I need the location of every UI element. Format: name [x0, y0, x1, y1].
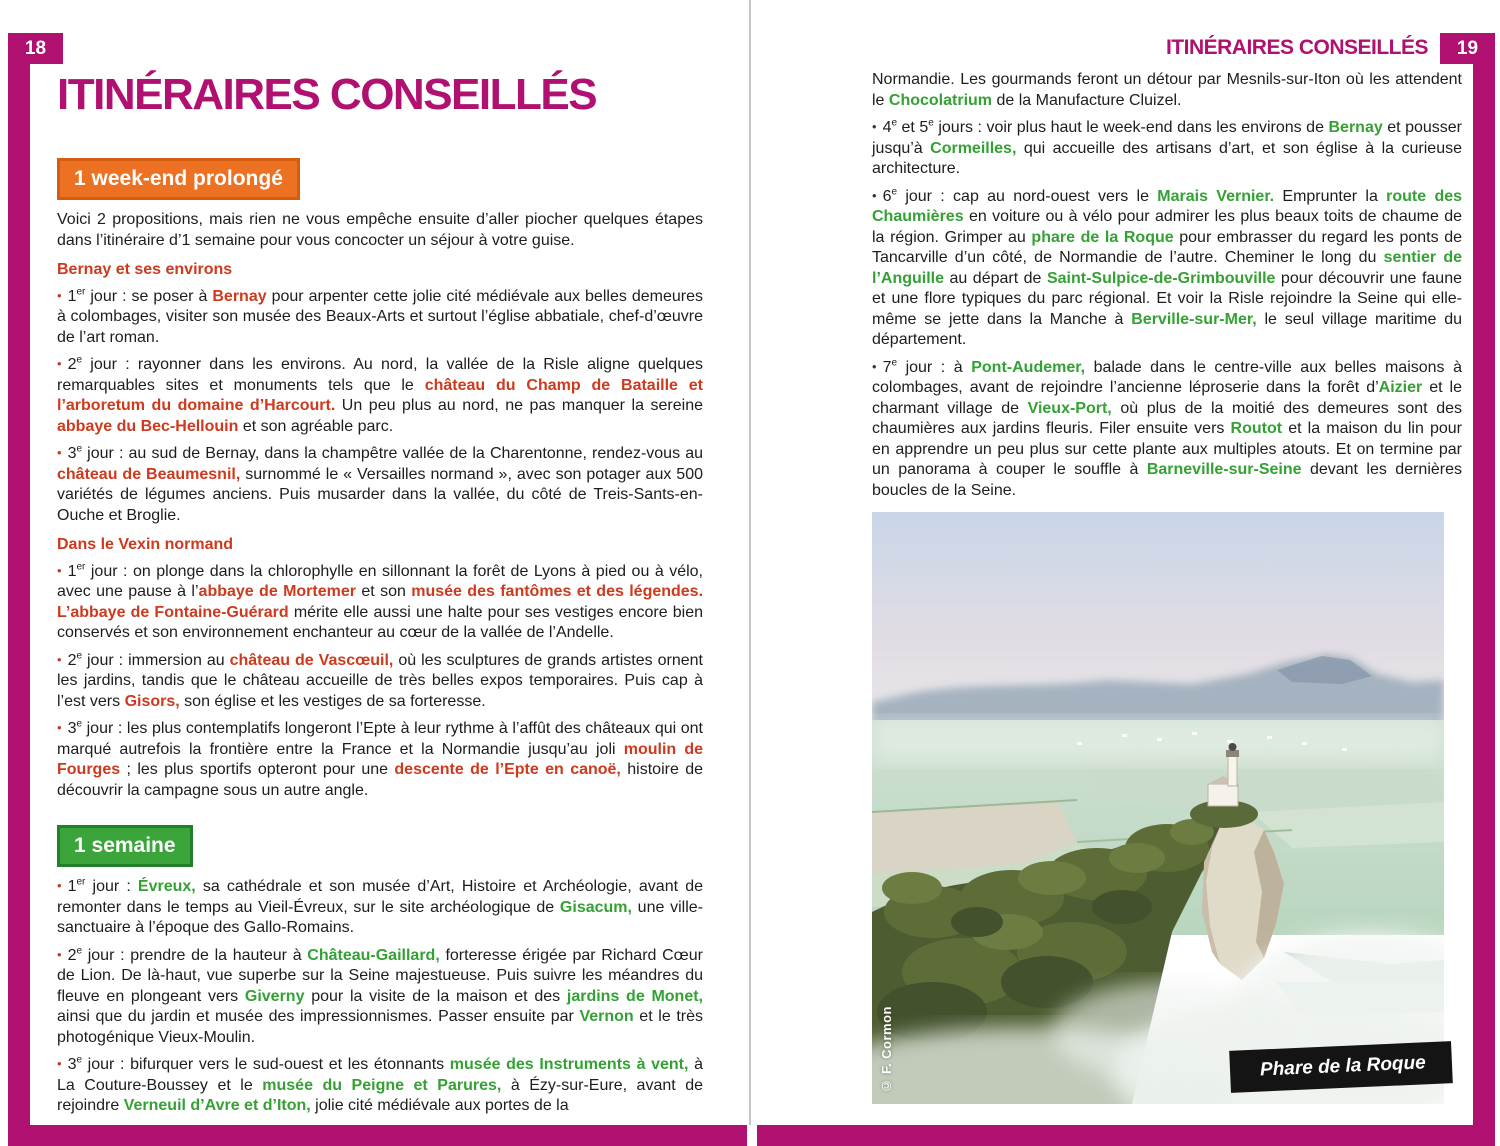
- highlighted-place-name: sentier de l’Anguille: [872, 249, 1462, 287]
- text-segment: pour embrasser du regard les ponts de Tancarville d’un côté, de Normandie de l’autre. Cheminer le long du: [872, 228, 1462, 266]
- ordinal-superscript: e: [76, 945, 83, 957]
- highlighted-place-name: musée des Instruments à vent,: [449, 1056, 689, 1073]
- ordinal-superscript: e: [76, 1054, 83, 1066]
- text-segment: jour : au sud de Bernay, dans la champêtre vallée de la Charentonne, rendez-vous au: [82, 445, 703, 462]
- text-segment: 6: [882, 187, 892, 205]
- page-title: ITINÉRAIRES CONSEILLÉS: [57, 70, 597, 119]
- highlighted-place-name: musée des fantômes et des légendes. L’abbaye de Fontaine-Guérard: [57, 583, 704, 621]
- itinerary-day-paragraph: [872, 358, 1462, 502]
- highlighted-place-name: jardins de Monet,: [566, 987, 703, 1005]
- right-margin-bar: [1473, 33, 1495, 1146]
- text-segment: forteresse érigée par Richard Cœur de Lion. De là-haut, vue superbe sur la Seine majestueuse. Puis suivre les méandres du fleuve en plongeant vers: [57, 946, 703, 1005]
- text-segment: devant les dernières boucles de la Seine.: [872, 461, 1463, 499]
- bullet-icon: •: [57, 946, 62, 962]
- semaine-badge: 1 semaine: [57, 825, 193, 867]
- bottom-strip-right: [757, 1125, 1495, 1146]
- ordinal-superscript: e: [891, 357, 898, 369]
- photo-credit: © F. Cormon: [879, 1006, 894, 1094]
- semaine-badge-row: [57, 825, 703, 867]
- itinerary-day-paragraph: [872, 118, 1462, 180]
- text-segment: ainsi que du jardin et musée des impressionnismes. Passer ensuite par: [57, 1008, 580, 1025]
- highlighted-place-name: Chocolatrium: [888, 91, 993, 109]
- text-segment: son église et les vestiges de sa forteresse.: [179, 692, 486, 710]
- text-segment: 1: [67, 287, 77, 305]
- itinerary-day-paragraph: [57, 444, 703, 526]
- photo-phare-de-la-roque: [872, 512, 1444, 1104]
- text-segment: 1: [67, 878, 77, 895]
- text-segment: et pousser jusqu’à: [872, 119, 1462, 157]
- highlighted-place-name: phare de la Roque: [1031, 228, 1174, 246]
- itinerary-day-paragraph: [57, 719, 703, 801]
- text-segment: et le très photogénique Vieux-Moulin.: [57, 1008, 703, 1046]
- text-segment: et la maison du lin pour en apprendre un peu plus sur cette plante aux multiples atouts. Et on termine par un panorama à couper le souffle à: [872, 420, 1463, 478]
- itinerary-day-paragraph: [57, 562, 703, 644]
- text-segment: jour : bifurquer vers le sud-ouest et les étonnants: [82, 1056, 450, 1073]
- weekend-badge: 1 week-end prolongé: [57, 158, 300, 200]
- ordinal-superscript: e: [928, 117, 934, 129]
- text-segment: Normandie. Les gourmands feront un détour par Mesnils-sur-Iton où les attendent le: [872, 71, 1462, 109]
- bullet-icon: •: [57, 720, 62, 735]
- text-segment: jours : voir plus haut le week-end dans les environs de: [933, 119, 1329, 136]
- text-segment: qui accueille des artisans d’art, et son église à la curieuse architecture.: [872, 139, 1462, 177]
- text-segment: jour : à: [897, 358, 972, 376]
- bullet-icon: •: [57, 445, 62, 460]
- highlighted-place-name: Marais Vernier.: [1157, 187, 1275, 205]
- itinerary-day-paragraph: [57, 651, 703, 713]
- page-number-right: 19: [1440, 33, 1495, 64]
- subsection-heading: Bernay et ses environs: [57, 261, 233, 278]
- text-segment: de la Manufacture Cluizel.: [992, 91, 1182, 109]
- landscape-illustration: [872, 512, 1444, 1104]
- text-segment: jour :: [85, 878, 138, 895]
- text-segment: balade dans le centre-ville aux belles maisons à colombages, avant de rejoindre l’ancienne léproserie dans la forêt d’: [872, 358, 1462, 396]
- highlighted-place-name: Verneuil d’Avre et d’Iton,: [123, 1097, 311, 1114]
- text-segment: jour : cap au nord-ouest vers le: [897, 187, 1158, 205]
- highlighted-place-name: musée du Peigne et Parures,: [262, 1076, 502, 1094]
- highlighted-place-name: moulin de Fourges: [57, 740, 703, 778]
- text-segment: et son: [356, 583, 412, 600]
- highlighted-place-name: Berville-sur-Mer,: [1131, 310, 1257, 328]
- text-segment: 2: [67, 946, 77, 964]
- ordinal-superscript: e: [76, 650, 83, 662]
- highlighted-place-name: Bernay: [1328, 119, 1383, 136]
- bullet-icon: •: [57, 878, 62, 893]
- text-segment: jolie cité médiévale aux portes de la: [310, 1097, 569, 1114]
- ordinal-superscript: e: [891, 117, 898, 129]
- ordinal-superscript: e: [76, 354, 83, 366]
- weekend-badge-row: [57, 158, 703, 200]
- highlighted-place-name: Gisacum,: [559, 898, 632, 916]
- text-segment: au départ de: [944, 269, 1047, 287]
- text-segment: mérite elle aussi une halte pour ses vestiges encore bien conservés et son environnement enchanteur au cœur de la vallée de l’Andelle.: [57, 603, 703, 641]
- highlighted-place-name: abbaye de Mortemer: [198, 583, 356, 600]
- text-segment: 3: [67, 445, 77, 462]
- highlighted-place-name: Routot: [1230, 420, 1283, 437]
- semaine-section: [57, 877, 703, 1117]
- text-segment: à La Couture-Boussey et le: [57, 1056, 704, 1094]
- text-segment: jour : se poser à: [85, 287, 213, 305]
- text-segment: 3: [67, 1056, 77, 1073]
- bottom-strip-left: [8, 1125, 747, 1146]
- bullet-icon: •: [57, 651, 62, 667]
- lead-paragraph: [872, 70, 1462, 111]
- text-segment: où plus de la moitié des demeures sont des chaumières aux jardins fleuris. Filer ensuite vers: [872, 399, 1462, 437]
- highlighted-place-name: Aizier: [1378, 379, 1423, 396]
- highlighted-place-name: Vernon: [579, 1008, 634, 1025]
- text-segment: 2: [67, 651, 77, 669]
- left-margin-bar: [8, 33, 30, 1146]
- ordinal-superscript: er: [76, 876, 86, 888]
- text-segment: jour : rayonner dans les environs. Au nord, la vallée de la Risle aligne quelques remarquables sites et monuments tels que le: [57, 356, 703, 394]
- photo-caption: Phare de la Roque: [1229, 1041, 1452, 1093]
- text-segment: histoire de découvrir la campagne sous un autre angle.: [57, 761, 704, 799]
- text-segment: jour : on plonge dans la chlorophylle en sillonnant la forêt de Lyons à pied ou à vélo, avec une pause à l’: [57, 562, 703, 600]
- highlighted-place-name: Giverny: [244, 987, 305, 1005]
- ordinal-superscript: e: [76, 718, 83, 730]
- text-segment: jour : immersion au: [82, 651, 230, 669]
- itinerary-day-paragraph: [57, 877, 703, 939]
- highlighted-place-name: Vieux-Port,: [1027, 399, 1112, 417]
- text-segment: pour arpenter cette jolie cité médiévale aux belles demeures à colombages, visiter son musée des Beaux-Arts et surtout l’église abbatiale, chef-d’œuvre de l’art roman.: [57, 287, 703, 346]
- text-segment: et le charmant village de: [872, 379, 1463, 417]
- highlighted-place-name: abbaye du Bec-Hellouin: [57, 417, 239, 435]
- bullet-icon: •: [57, 287, 62, 303]
- highlighted-place-name: château de Vascœuil,: [229, 651, 394, 669]
- ordinal-superscript: e: [76, 443, 83, 455]
- running-header: ITINÉRAIRES CONSEILLÉS: [1165, 36, 1428, 59]
- text-segment: ; les plus sportifs opteront pour une: [120, 761, 395, 778]
- right-items: [872, 118, 1462, 501]
- bullet-icon: •: [872, 119, 877, 134]
- highlighted-place-name: château du Champ de Bataille et l’arboretum du domaine d’Harcourt.: [57, 376, 704, 414]
- highlighted-place-name: château de Beaumesnil,: [57, 465, 241, 483]
- text-segment: jour : prendre de la hauteur à: [82, 946, 308, 964]
- text-segment: et 5: [897, 119, 929, 136]
- ordinal-superscript: er: [76, 286, 86, 298]
- itinerary-day-paragraph: [57, 287, 703, 349]
- weekend-section: [57, 260, 703, 801]
- bullet-icon: •: [57, 562, 62, 578]
- text-segment: pour découvrir une faune et une flore typiques du parc régional. Et voir la Risle rejoindre la Seine qui elle-même se jette dans la Manche à: [872, 269, 1462, 328]
- text-segment: en voiture ou à vélo pour admirer les plus beaux toits de chaume de la région. Grimper au: [872, 208, 1462, 246]
- bullet-icon: •: [872, 187, 877, 203]
- text-segment: Un peu plus au nord, ne pas manquer la sereine: [335, 397, 704, 414]
- text-segment: 1: [67, 562, 77, 580]
- text-segment: surnommé le « Versailles normand », avec son potager aux 500 variétés de légumes anciens. Puis musarder dans la vallée, du côté de Treis-Sants-en-Ouche et Broglie.: [57, 465, 703, 524]
- highlighted-place-name: Saint-Sulpice-de-Grimbouville: [1046, 269, 1276, 287]
- text-segment: Emprunter la: [1274, 187, 1387, 205]
- page-gutter-divider: [749, 0, 751, 1125]
- itinerary-day-paragraph: [57, 355, 703, 437]
- text-segment: 2: [67, 356, 77, 373]
- subsection-heading: Dans le Vexin normand: [57, 536, 234, 553]
- highlighted-place-name: Cormeilles,: [930, 139, 1017, 157]
- highlighted-place-name: route des Chaumières: [872, 187, 1463, 225]
- right-page-column: [872, 70, 1462, 508]
- page-number-left: 18: [8, 33, 63, 64]
- highlighted-place-name: descente de l’Epte en canoë,: [394, 761, 621, 778]
- ordinal-superscript: er: [76, 561, 86, 573]
- text-segment: et son agréable parc.: [238, 417, 394, 435]
- text-segment: où les sculptures de grands artistes ornent les jardins, tandis que le château accueille de très belles expos temporaires. Puis cap à l’est vers: [57, 651, 703, 710]
- left-page-column: [57, 70, 703, 1124]
- bullet-icon: •: [57, 1056, 62, 1071]
- weekend-intro: Voici 2 propositions, mais rien ne vous empêche ensuite d’aller piocher quelques étapes dans l’itinéraire d’1 semaine pour vous concocter un séjour à votre guise.: [57, 211, 703, 249]
- highlighted-place-name: Bernay: [212, 287, 267, 305]
- itinerary-day-paragraph: [872, 187, 1462, 351]
- text-segment: 7: [882, 358, 892, 376]
- highlighted-place-name: Gisors,: [124, 692, 180, 710]
- itinerary-day-paragraph: [57, 1055, 703, 1117]
- text-segment: une ville-sanctuaire à l’époque des Gallo-Romains.: [57, 898, 703, 936]
- text-segment: jour : les plus contemplatifs longeront l’Epte à leur rythme à l’affût des châteaux qui ont marqué autrefois la frontière entre la France et la Normandie jusqu’au joli: [57, 720, 703, 758]
- text-segment: le seul village maritime du département.: [872, 310, 1462, 348]
- text-segment: 4: [882, 119, 892, 136]
- bullet-icon: •: [872, 358, 877, 374]
- text-segment: pour la visite de la maison et des: [304, 987, 567, 1005]
- ordinal-superscript: e: [891, 186, 898, 198]
- itinerary-day-paragraph: [57, 946, 703, 1049]
- text-segment: à Ézy-sur-Eure, avant de rejoindre: [57, 1076, 704, 1114]
- highlighted-place-name: Évreux,: [137, 878, 196, 895]
- highlighted-place-name: Château-Gaillard,: [307, 946, 440, 964]
- bullet-icon: •: [57, 356, 62, 371]
- text-segment: sa cathédrale et son musée d’Art, Histoire et Archéologie, avant de remonter dans le temps au Vieil-Évreux, sur le site archéologique de: [57, 878, 703, 916]
- highlighted-place-name: Barneville-sur-Seine: [1146, 461, 1302, 478]
- highlighted-place-name: Pont-Audemer,: [971, 358, 1086, 376]
- text-segment: 3: [67, 720, 77, 737]
